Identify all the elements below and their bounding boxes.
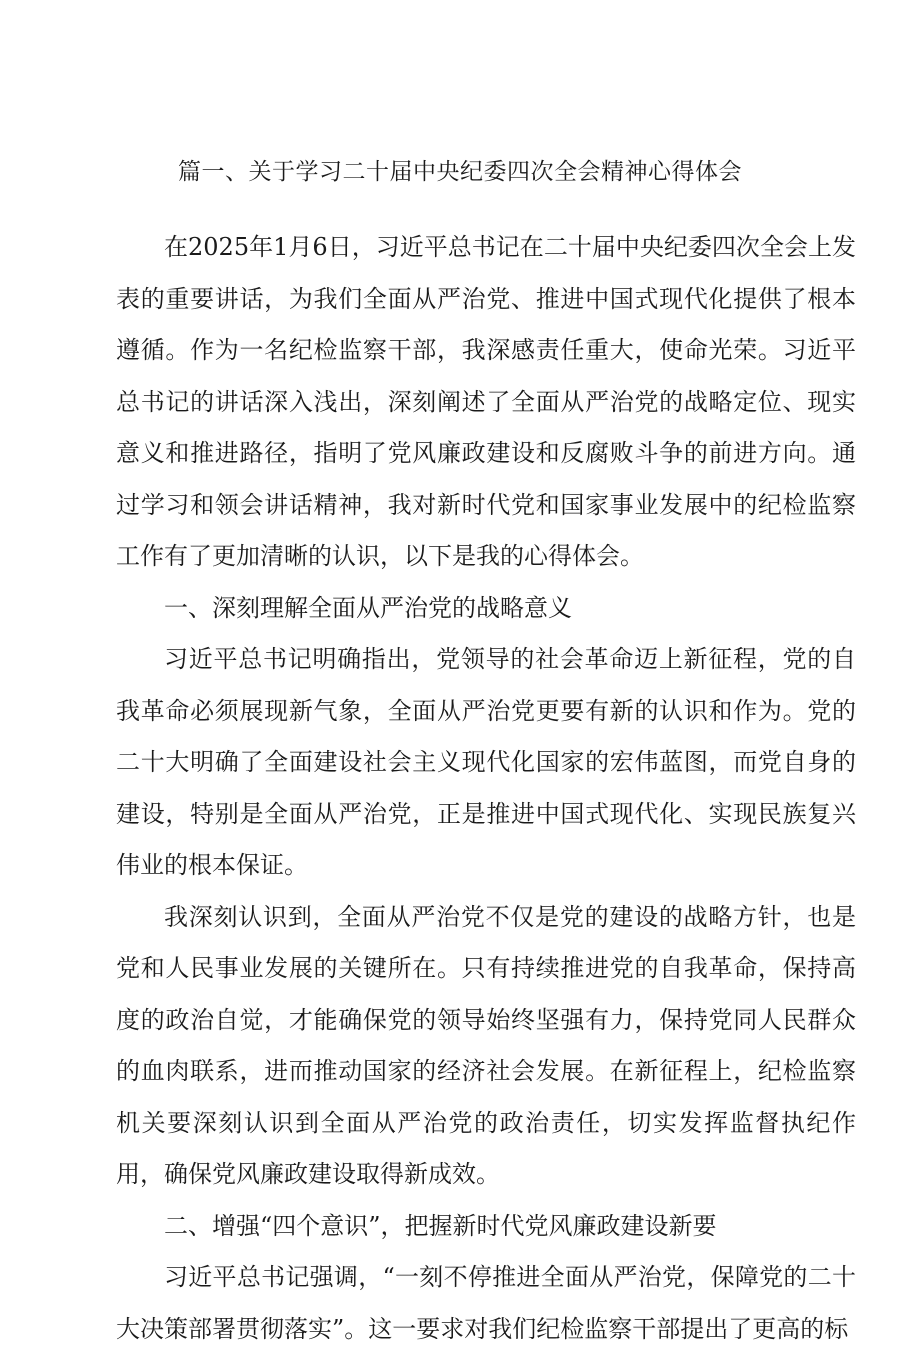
- paragraph-intro: 在2025年1月6日，习近平总书记在二十届中央纪委四次全会上发表的重要讲话，为我们全面从严治党、推进中国式现代化提供了根本遵循。作为一名纪检监察干部，我深感责任重大，使命光荣。习近平总书记的讲话深入浅出，深刻阐述了全面从严治党的战略定位、现实意义和推进路径，指明了党风廉政建设和反腐败斗争的前进方向。通过学习和领会讲话精神，我对新时代党和国家事业发展中的纪检监察工作有了更加清晰的认识，以下是我的心得体会。: [116, 233, 856, 570]
- section-heading-2: 二、增强“四个意识”，把握新时代党风廉政建设新要: [164, 1211, 717, 1240]
- section-heading-1: 一、深刻理解全面从严治党的战略意义: [164, 593, 572, 622]
- document-body: [116, 222, 856, 1355]
- paragraph-section1-a: 习近平总书记明确指出，党领导的社会革命迈上新征程，党的自我革命必须展现新气象，全面从严治党更要有新的认识和作为。党的二十大明确了全面建设社会主义现代化国家的宏伟蓝图，而党自身的建设，特别是全面从严治党，正是推进中国式现代化、实现民族复兴伟业的根本保证。: [116, 645, 856, 879]
- paragraph-section1-b: 我深刻认识到，全面从严治党不仅是党的建设的战略方针，也是党和人民事业发展的关键所在。只有持续推进党的自我革命，保持高度的政治自觉，才能确保党的领导始终坚强有力，保持党同人民群众的血肉联系，进而推动国家的经济社会发展。在新征程上，纪检监察机关要深刻认识到全面从严治党的政治责任，切实发挥监督执纪作用，确保党风廉政建设取得新成效。: [116, 902, 856, 1188]
- paragraph-section2-a: 习近平总书记强调，“一刻不停推进全面从严治党，保障党的二十大决策部署贯彻落实”。这一要求对我们纪检监察干部提出了更高的标: [116, 1263, 856, 1343]
- document-title: 篇一、关于学习二十届中央纪委四次全会精神心得体会: [178, 159, 742, 185]
